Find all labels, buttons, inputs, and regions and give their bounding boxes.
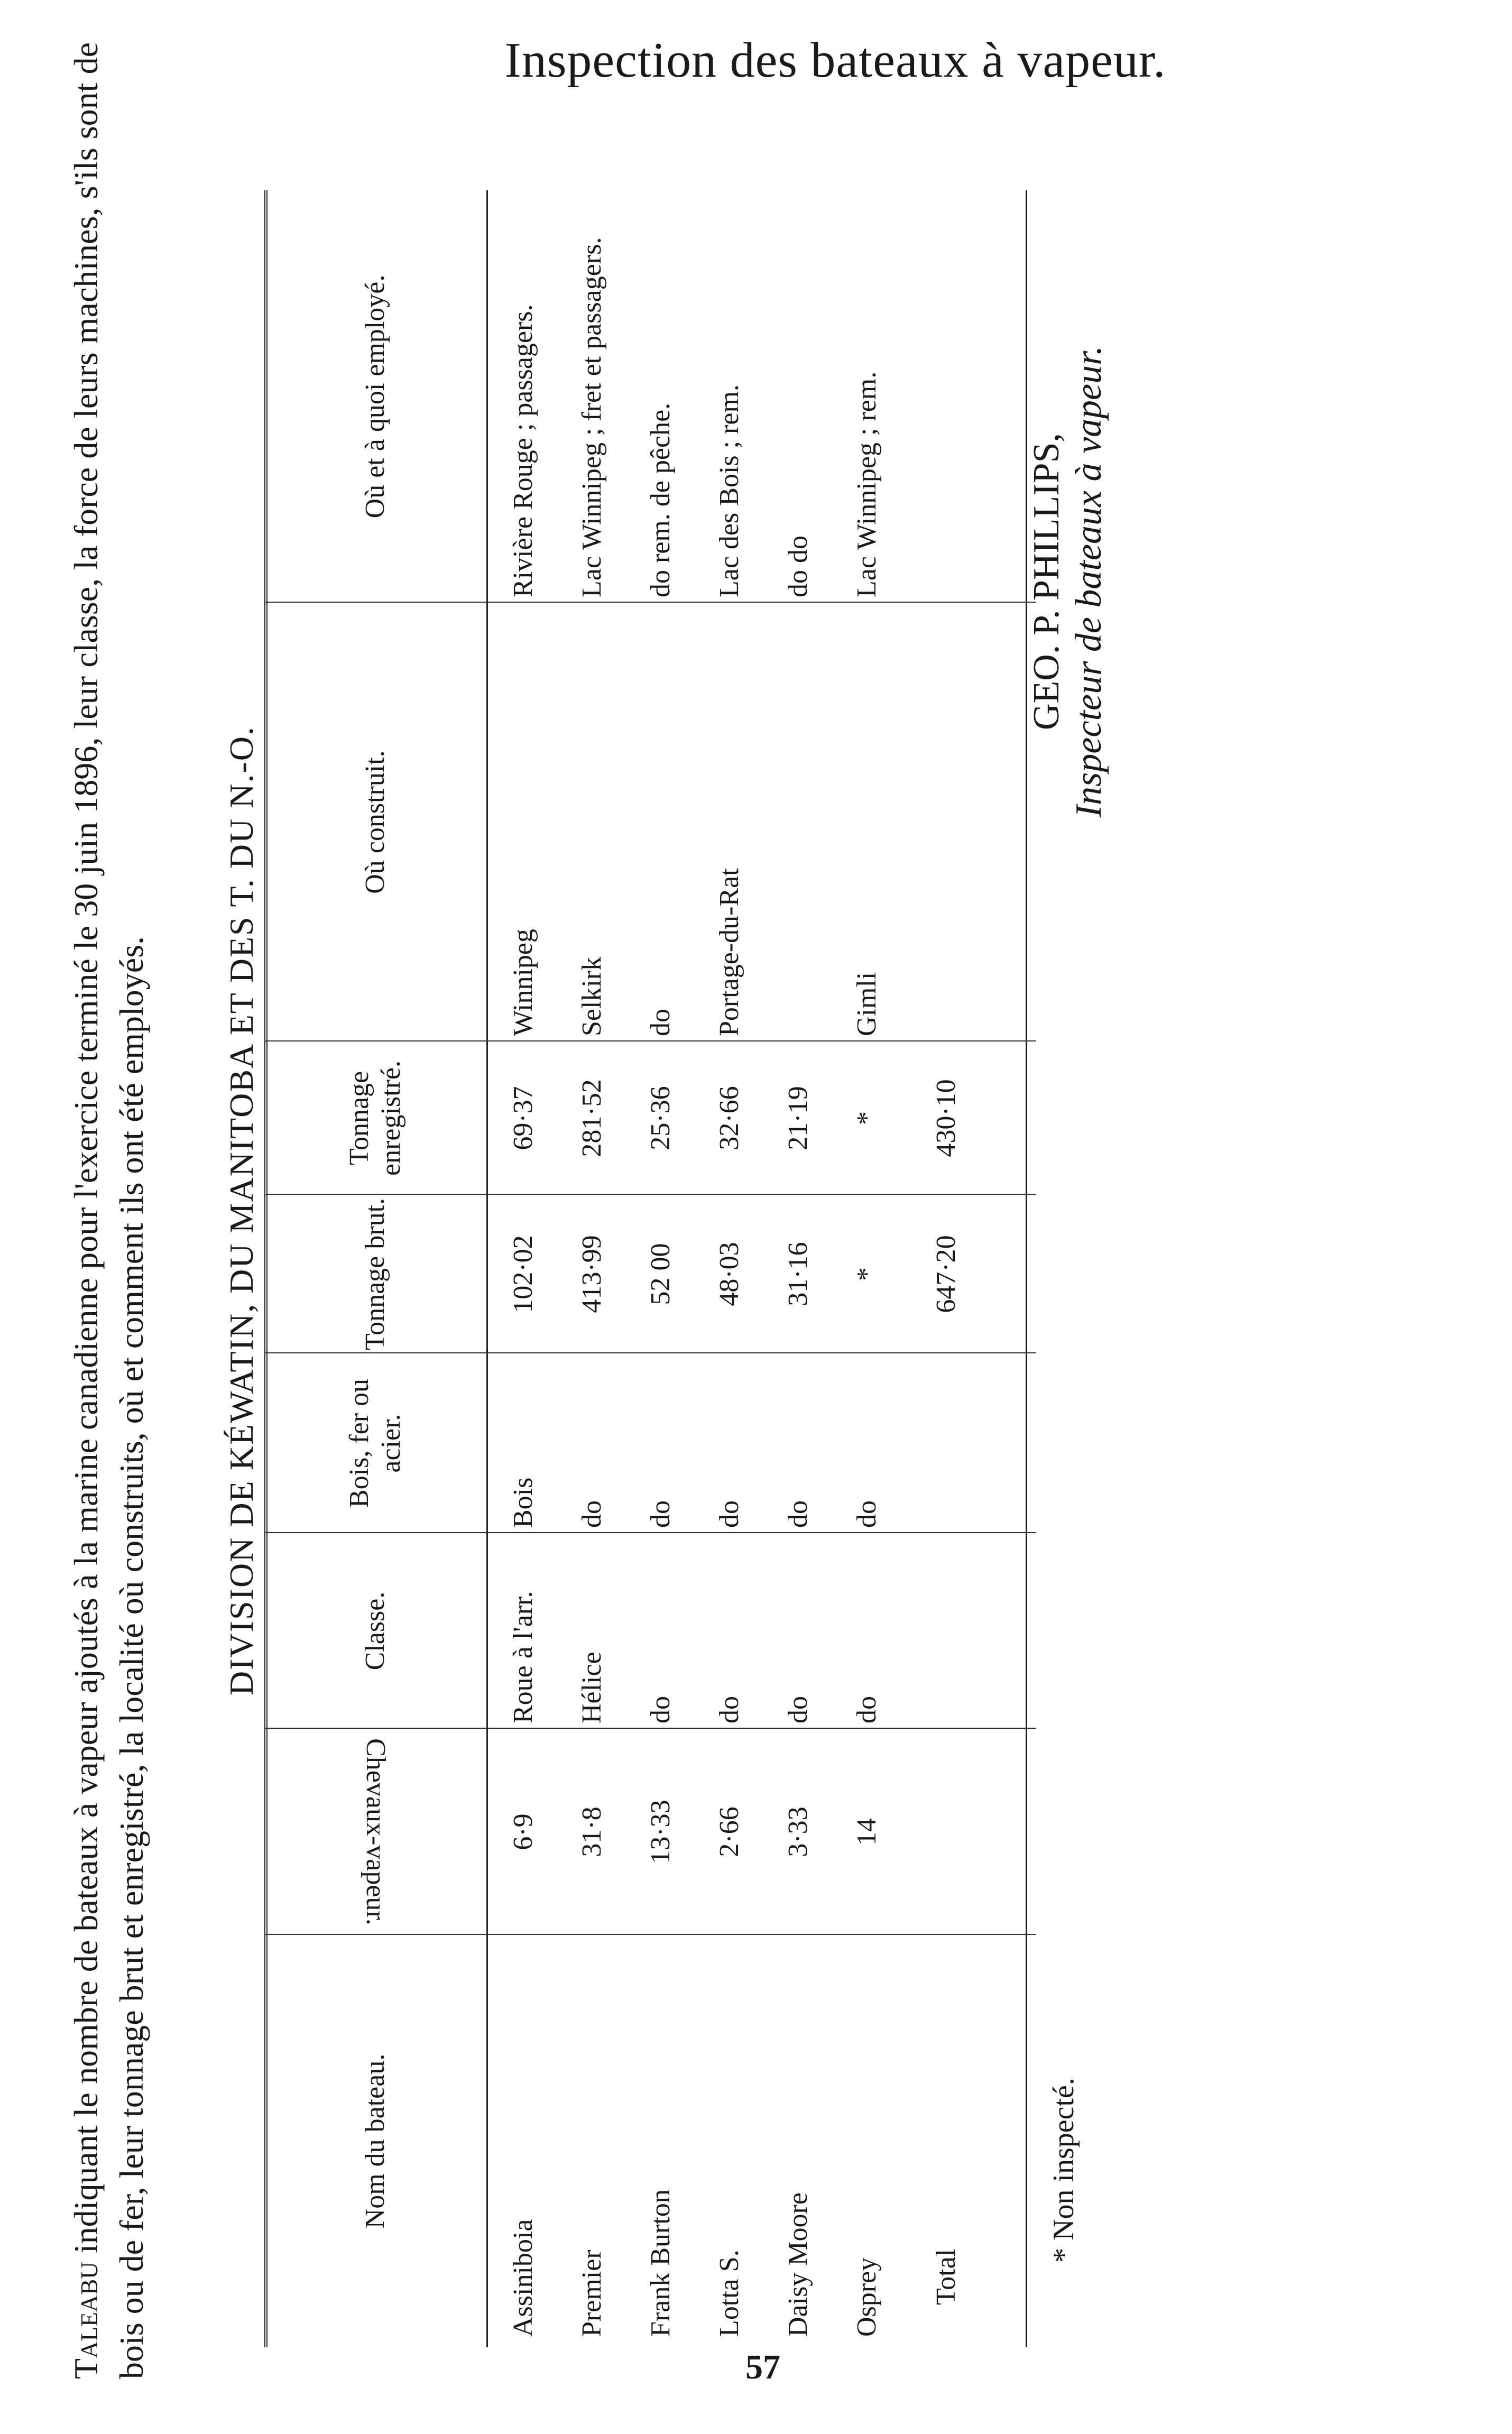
cell-brut: 102·02 bbox=[508, 1235, 538, 1313]
cell-name: Daisy Moore bbox=[783, 2192, 813, 2337]
cell-enreg: 32·66 bbox=[714, 1086, 744, 1150]
cell-material: do bbox=[852, 1500, 882, 1528]
cell-brut: 52 00 bbox=[646, 1243, 676, 1305]
signature-name: GEO. P. PHILLIPS, bbox=[1026, 432, 1067, 731]
cell-brut: 31·16 bbox=[783, 1242, 813, 1306]
total-enreg: 430·10 bbox=[931, 1079, 961, 1157]
cell-built: Winnipeg bbox=[508, 929, 538, 1036]
cell-hp: 3·33 bbox=[783, 1806, 813, 1857]
cell-brut: 413·99 bbox=[577, 1235, 607, 1313]
cell-use: Lac des Bois ; rem. bbox=[714, 384, 744, 597]
col-header-brut: Tonnage brut. bbox=[360, 1197, 390, 1351]
col-header-built: Où construit. bbox=[360, 750, 390, 894]
cell-enreg: 21·19 bbox=[783, 1086, 813, 1150]
cell-name: Premier bbox=[577, 2249, 607, 2337]
cell-name: Lotta S. bbox=[714, 2249, 744, 2337]
table-header-rule bbox=[486, 190, 488, 2347]
cell-use: do do bbox=[783, 536, 813, 597]
cell-material: do bbox=[714, 1500, 744, 1528]
col-header-hp: Chevaux-vapeur. bbox=[361, 1738, 391, 1925]
col-header-material: Bois, fer ou acier. bbox=[344, 1378, 406, 1508]
intro-text: indiquant le nombre de bateaux à vapeur ajoutés à la marine canadienne pour l'exercice terminé le 30 juin 1896, leur classe, la force de leurs machines, s'ils sont de bois ou de fer, leur tonnage brut et enregistré, la localité où construits, où et comment ils ont été employés. bbox=[67, 42, 150, 2379]
steamboat-table bbox=[264, 190, 1036, 2347]
division-title: DIVISION DE KÉWATIN, DU MANITOBA ET DES T. DU N.-O. bbox=[223, 725, 260, 1696]
total-label: Total bbox=[931, 2248, 961, 2305]
col-header-name: Nom du bateau. bbox=[360, 2053, 390, 2229]
cell-enreg: * bbox=[852, 1111, 882, 1125]
rotated-content bbox=[63, 21, 1174, 2379]
intro-paragraph bbox=[63, 42, 154, 2379]
cell-name: Frank Burton bbox=[646, 2189, 676, 2337]
page-header: Inspection des bateaux à vapeur. bbox=[504, 33, 1166, 88]
cell-classe: do bbox=[783, 1696, 813, 1723]
cell-use: Rivière Rouge ; passagers. bbox=[508, 304, 538, 597]
cell-name: Assiniboia bbox=[508, 2219, 538, 2337]
cell-classe: Hélice bbox=[577, 1652, 607, 1723]
col-header-use: Où et à quoi employé. bbox=[360, 274, 390, 519]
cell-classe: do bbox=[646, 1696, 676, 1723]
cell-hp: 2·66 bbox=[714, 1806, 744, 1857]
col-header-classe: Classe. bbox=[360, 1591, 390, 1671]
cell-material: Bois bbox=[508, 1477, 538, 1528]
cell-enreg: 25·36 bbox=[646, 1086, 676, 1150]
total-brut: 647·20 bbox=[931, 1235, 961, 1313]
cell-classe: do bbox=[852, 1696, 882, 1723]
cell-use: Lac Winnipeg ; fret et passagers. bbox=[577, 237, 607, 597]
cell-material: do bbox=[646, 1500, 676, 1528]
cell-hp: 14 bbox=[852, 1818, 882, 1846]
page-number: 57 bbox=[745, 2348, 780, 2386]
cell-classe: Roue à l'arr. bbox=[508, 1591, 538, 1723]
signature-title: Inspecteur de bateaux à vapeur. bbox=[1068, 345, 1109, 818]
cell-brut: 48·03 bbox=[714, 1242, 744, 1306]
cell-brut: * bbox=[852, 1267, 882, 1281]
cell-hp: 31·8 bbox=[577, 1806, 607, 1857]
cell-built: do bbox=[646, 1009, 676, 1036]
cell-use: do rem. de pêche. bbox=[646, 402, 676, 597]
cell-enreg: 69·37 bbox=[508, 1086, 538, 1150]
cell-use: Lac Winnipeg ; rem. bbox=[852, 371, 882, 597]
cell-name: Osprey bbox=[852, 2257, 882, 2337]
cell-classe: do bbox=[714, 1696, 744, 1723]
col-header-enreg: Tonnage enregistré. bbox=[344, 1061, 406, 1176]
cell-hp: 6·9 bbox=[508, 1813, 538, 1850]
cell-built: Gimli bbox=[852, 972, 882, 1036]
cell-hp: 13·33 bbox=[646, 1800, 676, 1864]
cell-enreg: 281·52 bbox=[577, 1079, 607, 1157]
cell-built: Portage-du-Rat bbox=[714, 868, 744, 1036]
intro-lead: Taleabu bbox=[67, 2262, 105, 2379]
cell-built: Selkirk bbox=[577, 956, 607, 1036]
footnote: * Non inspecté. bbox=[1047, 2078, 1080, 2263]
cell-material: do bbox=[577, 1500, 607, 1528]
cell-material: do bbox=[783, 1500, 813, 1528]
